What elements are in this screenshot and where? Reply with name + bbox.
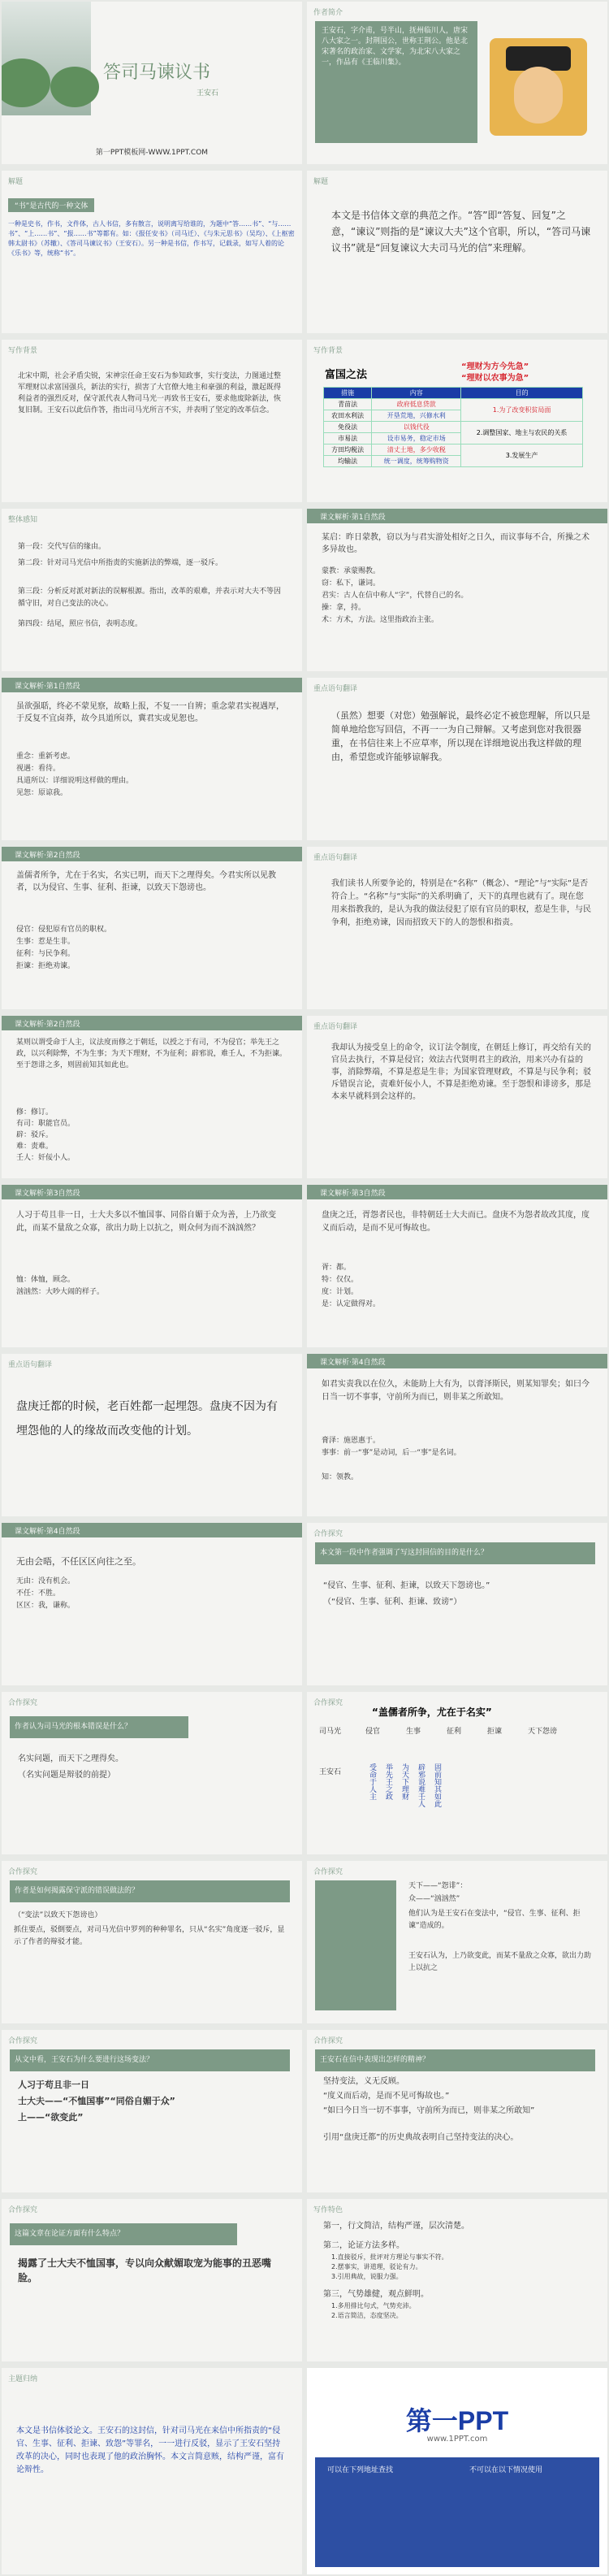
question: 从文中看，王安石为什么要进行这场变法？ — [10, 2049, 290, 2071]
answer: 坚持变法，义无反顾。 — [323, 2077, 404, 2086]
answer: （名实问题是辩驳的前提） — [18, 1771, 115, 1780]
header: 合作探究 — [8, 1699, 38, 1707]
body: 北宋中期，社会矛盾尖锐，宋神宗任命王安石为参知政事，实行变法，力图通过整军理财以求富国强兵，新法的实行，损害了大官僚大地主和豪强的利益，激起既得利益者的强烈反对，保守派代表人物司马光一再致书王安石，要求他废除新法，恢复旧制。王安石以此信作答，指出司马光所言不实，并表明了坚定的改革信念。 — [18, 372, 282, 414]
body: 本文是书信体文章的典范之作。“答”即“答复、回复”之意，“谏议”则指的是“谏议大夫”这个官职，所以，“答司马谏议书”就是“回复谏议大夫司马光的信”来理解。 — [331, 210, 591, 254]
note: 窃：私下，谦词。 — [322, 579, 381, 588]
question: 王安石在信中表现出怎样的精神？ — [315, 2049, 595, 2071]
slogan: “理财为方今先急” — [461, 362, 529, 371]
term: 侵官 — [365, 1728, 381, 1736]
note: 不任：不胜。 — [16, 1589, 61, 1598]
note: 无由：没有机会。 — [16, 1577, 76, 1585]
item: 1.多用排比句式，气势充沛。 — [331, 2302, 416, 2309]
header: 写作特色 — [313, 2206, 343, 2214]
translation: （虽然）想要（对您）勉强解说，最终必定不被您理解，所以只是简单地给您写回信，不再一一为自己辩解。又考虑到您对我很器重，在书信往来上不应草率，所以现在详细地说出我这样做的理由，希望您或许能够谅解我。 — [331, 710, 590, 762]
header: 课文解析·第2自然段 — [15, 1021, 80, 1029]
slide-trans3[interactable] — [307, 1016, 607, 1178]
measures-table: 措施 内容 目的 青苗法 政府低息贷款 1.为了改变积贫局面 农田水利法 开垦荒地，兴修水利 免役法 以钱代役 2.调整国家、地主与农民的关系 市易法 设市易务，稳定市场 方田均税法 清丈土地，多少收税 3.发展生产 均输法 统一调度，统筹购物资 — [323, 387, 583, 467]
header: 重点语句翻译 — [313, 1023, 358, 1031]
feature: 第一，行文简洁，结构严谨，层次清楚。 — [323, 2222, 469, 2231]
slide-trans4[interactable] — [2, 1354, 302, 1516]
source-text: 某则以谓受命于人主，议法度而修之于朝廷，以授之于有司，不为侵官；举先王之政，以兴利除弊，不为生事；为天下理财，不为征利；辟邪说，难壬人，不为拒谏。至于怨诽之多，则固前知其如此也。 — [16, 1039, 287, 1069]
slide-para2[interactable] — [2, 847, 302, 1009]
header: 课文解析·第1自然段 — [320, 514, 386, 522]
slide-background[interactable] — [2, 340, 302, 502]
label: 司马光 — [319, 1728, 342, 1736]
note: 难：责难。 — [16, 1143, 54, 1151]
header: 写作背景 — [313, 347, 343, 355]
answer: 名实问题，而天下之理得矣。 — [18, 1754, 123, 1763]
author-bio: 王安石，字介甫，号半山，抚州临川人，唐宋八大家之一。封荆国公，世称王荆公。他是北宋著名的政治家、文学家，为北宋八大家之一，作品有《王临川集》。 — [322, 27, 469, 67]
note: 术：方术，方法。这里指政治主张。 — [322, 616, 439, 624]
header: 重点语句翻译 — [313, 685, 358, 693]
term: 生事 — [406, 1728, 421, 1736]
slide-features[interactable] — [307, 2199, 607, 2361]
brand: 第一PPT模板网-WWW.1PPT.COM — [95, 149, 209, 157]
answer: 士大夫——“不恤国事”“同俗自媚于众” — [18, 2096, 175, 2106]
note: 度：计划。 — [322, 1288, 359, 1296]
slide-para3[interactable] — [2, 1185, 302, 1347]
header: 合作探究 — [313, 1699, 343, 1707]
slide-jieti[interactable] — [2, 171, 302, 333]
note: 恤：体恤，顾念。 — [16, 1276, 76, 1284]
note: 生事：惹是生非。 — [16, 938, 76, 946]
source-text: 盘庚之迁，胥怨者民也，非特朝廷士大夫而已。盘庚不为怨者故改其度，度义而后动，是而不见可悔故也。 — [322, 1211, 590, 1233]
slide-explore6[interactable] — [2, 2030, 302, 2192]
feature: 第三，气势雄健，观点鲜明。 — [323, 2290, 429, 2299]
body: 一种是史书，作书，文件体，古人书信，多有散言，说明离写给谁的，为题中“答……书”、“与……书”、“上……书”、“报……书”等都有。如：《报任安书》（司马迁）、《与朱元思书》（吴均）、《上枢密韩太尉书》（苏辙）、《答司马谏议书》（王安石）。另一种是书信，作书写，记载录，如写人着的论《乐书》等，统称“书”。 — [8, 220, 295, 257]
header: 作者简介 — [313, 9, 343, 17]
source-text: 虽欲强聒，终必不蒙见察，故略上报，不复一一自辨；重念蒙君实视遇厚，于反复不宜卤莽，故今具道所以，冀君实或见恕也。 — [16, 702, 284, 723]
note: 君实：古人在信中称人“字”，代替自己的名。 — [322, 592, 469, 600]
slide-author[interactable] — [307, 2, 607, 164]
header: 主题归纳 — [8, 2375, 38, 2383]
slide-trans2[interactable] — [307, 847, 607, 1009]
header: 重点语句翻译 — [8, 1361, 53, 1369]
header: 合作探究 — [313, 1868, 343, 1876]
author: 王安石 — [197, 89, 219, 98]
source-text: 人习于苟且非一日，士大夫多以不恤国事、同俗自媚于众为善，上乃欲变此，而某不量敌之众寡，欲出力助上以抗之，则众何为而不汹汹然？ — [16, 1211, 276, 1233]
campus-photo — [2, 2, 91, 115]
slide-end[interactable] — [307, 2368, 607, 2574]
term: 拒谏 — [487, 1728, 503, 1736]
header: 课文解析·第3自然段 — [320, 1190, 386, 1198]
question: 本文第一段中作者强调了写这封回信的目的是什么？ — [315, 1542, 595, 1564]
header: 合作探究 — [313, 2037, 343, 2045]
slide-explore8[interactable] — [2, 2199, 302, 2361]
feature: 第二，论证方法多样。 — [323, 2241, 404, 2250]
note: 蒙教：承蒙赐教。 — [322, 567, 381, 575]
slide-explore2[interactable] — [2, 1692, 302, 1854]
source-text: 如君实责我以在位久，未能助上大有为，以膏泽斯民，则某知罪矣；如曰今日当一切不事事，守前所为而已，则非某之所敢知。 — [322, 1380, 590, 1402]
header: 合作探究 — [313, 1530, 343, 1538]
question: 作者是如何揭露保守派的错误做法的？ — [10, 1880, 290, 1902]
note: 辟：驳斥。 — [16, 1131, 54, 1139]
answer: 抓住要点，驳倒要点，对司马光信中罗列的种种罪名，只从“名实”角度逐一驳斥，显示了作者的辩驳才能。 — [14, 1926, 285, 1946]
header: 整体感知 — [8, 516, 38, 524]
slide-explore7[interactable] — [307, 2030, 607, 2192]
answer: （“侵官、生事、征利、拒谏、致谤”） — [323, 1598, 462, 1607]
answer: 引用“盘庚迁都”的历史典故表明自己坚持变法的决心。 — [323, 2133, 519, 2142]
side-box — [315, 1880, 396, 2010]
slogan: “理财以农事为急” — [461, 374, 529, 383]
answer: “侵官、生事、征利、拒谏，以致天下怨谤也。” — [323, 1581, 490, 1590]
header: 课文解析·第4自然段 — [15, 1528, 80, 1536]
note: 胥：都。 — [322, 1264, 352, 1272]
para: 第一段：交代写信的缘由。 — [18, 543, 106, 551]
note: 壬人：奸佞小人。 — [16, 1154, 76, 1162]
header: 课文解析·第3自然段 — [15, 1190, 80, 1198]
note: 见恕：原谅我。 — [16, 789, 68, 797]
note: 征利：与民争利。 — [16, 950, 76, 958]
intro: “书”是古代的一种文体 — [8, 198, 94, 212]
header: 课文解析·第2自然段 — [15, 852, 80, 860]
slide-trans1[interactable] — [307, 678, 607, 840]
slide-jieti2[interactable] — [307, 171, 607, 333]
note: 操：拿，持。 — [322, 604, 366, 612]
slide-explore5[interactable] — [307, 1861, 607, 2023]
header: 课文解析·第4自然段 — [320, 1359, 386, 1367]
header: 解题 — [313, 178, 329, 186]
slide-para4[interactable] — [307, 1354, 607, 1516]
header: 课文解析·第1自然段 — [15, 683, 80, 691]
note: 特：仅仅。 — [322, 1276, 359, 1284]
slide-para2b[interactable] — [2, 1016, 302, 1178]
header: 合作探究 — [8, 2206, 38, 2214]
item: 1.直接驳斥，批评对方理论与事实不符。 — [331, 2253, 448, 2261]
note: 汹汹然：大吵大闹的样子。 — [16, 1288, 105, 1296]
portrait — [490, 38, 587, 136]
note: 视遇：看待。 — [16, 765, 61, 773]
item: 3.引用典故，说服力强。 — [331, 2273, 403, 2280]
rebuttal-columns: 受命于人主 举先王之政 为天下理财 辟邪说难壬人 固前知其如此 — [368, 1763, 441, 1807]
translation: 我却认为接受皇上的命令，议订法令制度，在朝廷上修订，再交给有关的官员去执行，不算是侵官；效法古代贤明君主的政治，用来兴办有益的事，消除弊端，不算是惹是生非；为国家管理财政，不算是与民争利；驳斥错误言论，责难奸佞小人，不算是拒绝劝谏。至于怨恨和诽谤多，那是本来早就料到会这样的。 — [331, 1043, 591, 1101]
note: 具道所以：详细说明这样做的理由。 — [16, 777, 134, 785]
point: 王安石认为，上乃欲变此，而某不量敌之众寡，欲出力助上以抗之 — [408, 1952, 592, 1972]
header: 合作探究 — [8, 1868, 38, 1876]
slide-explore4[interactable] — [2, 1861, 302, 2023]
term: 天下怨谤 — [528, 1728, 558, 1736]
para: 第二段：针对司马光信中所指责的实施新法的弊端，逐一驳斥。 — [18, 559, 223, 567]
answer: 揭露了士大夫不恤国事，专以向众献媚取宠为能事的丑恶嘴脸。 — [18, 2257, 272, 2283]
question: 作者认为司马光的根本错误是什么？ — [10, 1716, 188, 1738]
para: 第三段：分析反对派对新法的误解根源。指出，改革的艰难，并表示对大夫不等因循守旧，对自己变法的决心。 — [18, 588, 282, 608]
note: 是：认定做得对。 — [322, 1300, 381, 1308]
table-title: 富国之法 — [325, 369, 368, 381]
answer: 人习于苟且非一日 — [18, 2079, 89, 2090]
answer: “度义而后动，是而不见可悔故也。” — [323, 2092, 450, 2101]
note: 修：修订。 — [16, 1108, 54, 1117]
para: 第四段：结尾，照应书信，表明态度。 — [18, 620, 143, 628]
source-text: 无由会晤，不任区区向往之至。 — [16, 1556, 141, 1567]
diagram-title: “盖儒者所争，尤在于名实” — [372, 1706, 492, 1718]
slide-explore1[interactable] — [307, 1523, 607, 1685]
note: 重念：重新考虑。 — [16, 752, 76, 761]
answer: （“变法”以致天下怨谤也） — [14, 1911, 102, 1919]
note: 有司：职能官员。 — [16, 1120, 76, 1128]
term: 征利 — [447, 1728, 462, 1736]
slide-para3b[interactable] — [307, 1185, 607, 1347]
header: 合作探究 — [8, 2037, 38, 2045]
slide-theme[interactable] — [2, 2368, 302, 2574]
slide-fuguo[interactable] — [307, 340, 607, 502]
note: 侵官：侵犯原有官员的职权。 — [16, 926, 112, 934]
note: 事事：前一“事”是动词，后一“事”是名词。 — [322, 1449, 461, 1457]
item: 2.摆事实，讲道理，驳论有力。 — [331, 2263, 422, 2270]
slide-title-text: 答司马谏议书 — [103, 63, 211, 83]
translation: 我们读书人所要争论的，特别是在“名称”（概念）、“理论”与“实际”是否符合上。“名称”与“实际”的关系明确了，天下的真理也就有了。现在您用来指教我的，是认为我的做法侵犯了原有官员的职权，惹是生非，与民争利，拒绝劝谏，因而招致天下的人的怨恨和指责。 — [331, 879, 591, 927]
logo: 第一PPT — [405, 2406, 509, 2435]
note: 膏泽：施恩惠于。 — [322, 1437, 381, 1445]
source-text: 某启：昨日蒙教，窃以为与君实游处相好之日久，而议事每不合，所操之术多异故也。 — [322, 533, 590, 554]
info-panel — [315, 2457, 599, 2567]
slide-para4b[interactable] — [2, 1523, 302, 1685]
slide-para1b[interactable] — [2, 678, 302, 840]
theme-text: 本文是书信体驳论文。王安石的这封信，针对司马光在来信中所指责的“侵官、生事、征利、拒谏、致怨”等罪名，一一进行反驳，显示了王安石坚持改革的决心，同时也表现了他的政治胸怀。本文言简意赅，结构严谨，富有论辩性。 — [16, 2426, 284, 2474]
note: 区区：我，谦称。 — [16, 1602, 76, 1610]
point: 众——“汹汹然” — [408, 1895, 460, 1903]
info-heading: 不可以在以下情况使用 — [469, 2466, 543, 2474]
slide-overview[interactable] — [2, 509, 302, 671]
slide-title[interactable] — [2, 2, 302, 164]
translation: 盘庚迁都的时候，老百姓都一起埋怨。盘庚不因为有埋怨他的人的缘故而改变他的计划。 — [16, 1400, 278, 1438]
question: 这篇文章在论证方面有什么特点？ — [10, 2223, 237, 2245]
logo-url: www.1PPT.com — [426, 2435, 488, 2444]
answer: “如曰今日当一切不事事，守前所为而已，则非某之所敢知” — [323, 2106, 535, 2115]
slide-explore3[interactable] — [307, 1692, 607, 1854]
header: 解题 — [8, 178, 24, 186]
info-heading: 可以在下列地址查找 — [327, 2466, 394, 2474]
source-text: 盖儒者所争，尤在于名实，名实已明，而天下之理得矣。今君实所以见教者，以为侵官、生事、征利、拒谏，以致天下怨谤也。 — [16, 871, 276, 892]
answer: 上——“欲变此” — [18, 2112, 84, 2123]
note: 拒谏：拒绝劝谏。 — [16, 962, 76, 970]
item: 2.语言简洁，态度坚决。 — [331, 2312, 403, 2319]
header: 重点语句翻译 — [313, 854, 358, 862]
point: 天下——“怨诽”： — [408, 1882, 468, 1890]
header: 写作背景 — [8, 347, 38, 355]
slide-para1[interactable] — [307, 509, 607, 671]
label: 王安石 — [319, 1768, 342, 1776]
note: 知：领教。 — [322, 1473, 359, 1481]
point: 他们认为是王安石在变法中，“侵官、生事、征利、拒谏”造成的。 — [408, 1910, 581, 1930]
